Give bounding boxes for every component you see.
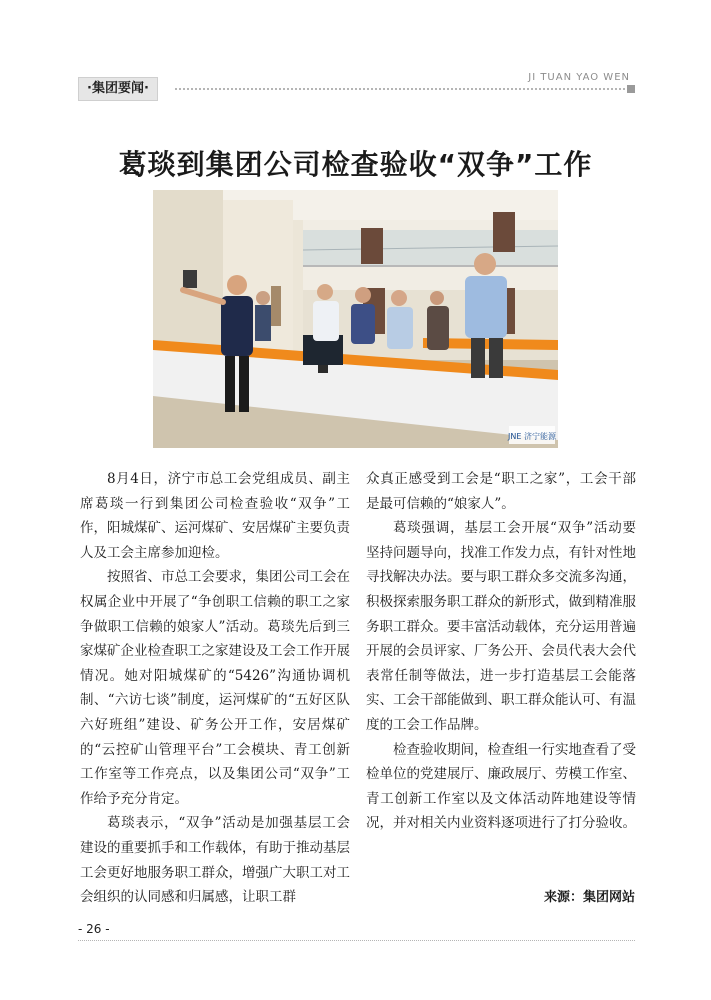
header-square-marker	[627, 85, 635, 93]
article-paragraph-continued: 众真正感受到工会是“职工之家”，工会干部是最可信赖的“娘家人”。	[366, 471, 636, 512]
article-source: 来源：集团网站	[543, 890, 635, 905]
article-title: 葛琰到集团公司检查验收“双争”工作	[118, 147, 593, 181]
article-photo	[153, 190, 558, 448]
section-tag: ·集团要闻·	[78, 77, 158, 101]
article-column-right	[366, 467, 636, 836]
footer-divider	[78, 940, 635, 941]
section-english-title: JI TUAN YAO WEN	[528, 72, 630, 83]
article-paragraph: 葛琰强调，基层工会开展“双争”活动要坚持问题导向，找准工作发力点，有针对性地寻找解决办法。要与职工群众多交流多沟通，积极探索服务职工群众的新形式，做到精准服务职工群众。要丰富活动载体，充分运用普遍开展的会员评家、厂务公开、会员代表大会代表常任制等做法，进一步打造基层工会能落实、工会干部能做到、职工群众能认可、有温度的工会工作品牌。	[366, 520, 636, 733]
page-number: - 26 -	[78, 922, 110, 936]
article-paragraph: 葛琰表示，“双争”活动是加强基层工会建设的重要抓手和工作载体，有助于推动基层工会更好地服务职工群众，增强广大职工对工会组织的认同感和归属感，让职工群	[80, 815, 350, 906]
header-divider	[175, 88, 625, 90]
photo-watermark: JNE 济宁能源	[508, 432, 556, 441]
article-column-left	[80, 467, 350, 910]
article-paragraph: 检查验收期间，检查组一行实地查看了受检单位的党建展厅、廉政展厅、劳模工作室、青工创新工作室以及文体活动阵地建设等情况，并对相关内业资料逐项进行了打分验收。	[366, 741, 636, 832]
article-paragraph: 8月4日，济宁市总工会党组成员、副主席葛琰一行到集团公司检查验收“双争”工作，阳城煤矿、运河煤矿、安居煤矿主要负责人及工会主席参加迎检。	[80, 471, 350, 561]
article-paragraph: 按照省、市总工会要求，集团公司工会在权属企业中开展了“争创职工信赖的职工之家 争做职工信赖的娘家人”活动。葛琰先后到三家煤矿企业检查职工之家建设及工会工作开展情况。她对阳城煤矿的“5426”沟通协调机制、“六访七谈”制度，运河煤矿的“五好区队六好班组”建设、矿务公开工作，安居煤矿的“云控矿山管理平台”工会模块、青工创新工作室等工作亮点，以及集团公司“双争”工作给予充分肯定。	[80, 569, 350, 807]
